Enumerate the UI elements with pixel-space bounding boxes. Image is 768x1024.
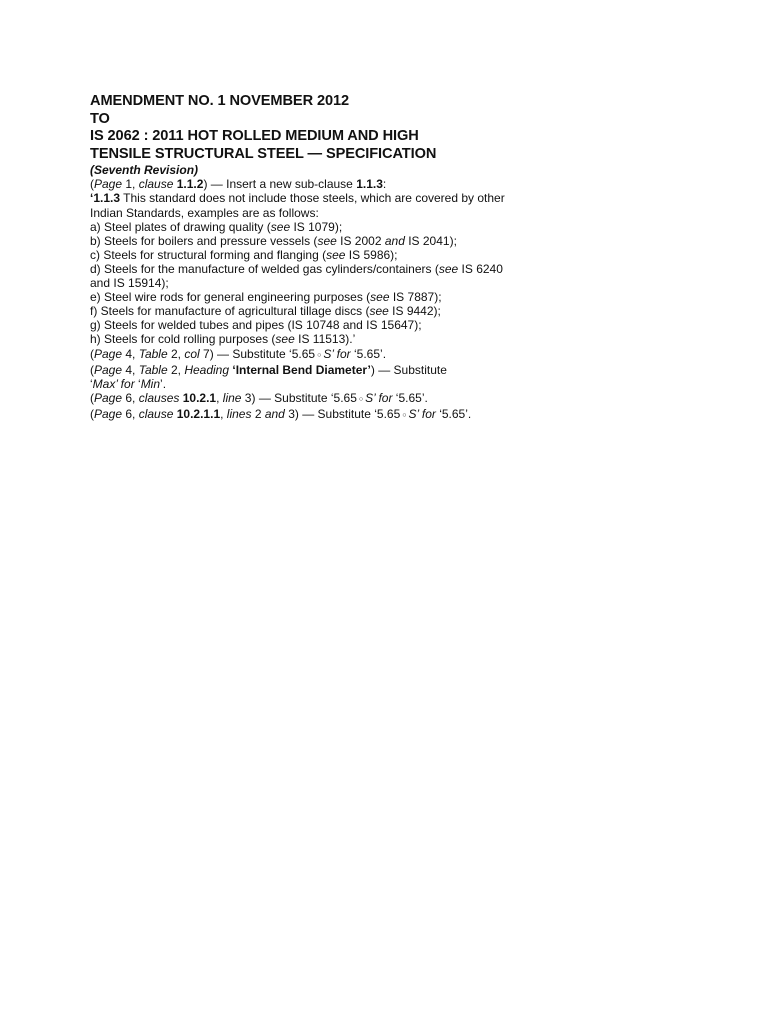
clause-113-text-cont: Indian Standards, examples are as follows:: [90, 205, 319, 220]
amendment-item-clause-10211: (Page 6, clause 10.2.1.1, lines 2 and 3) — Substitute ‘5.65 ○ S’ for ‘5.65’.: [90, 407, 730, 423]
sqrt-symbol-icon: ○: [402, 411, 407, 419]
sqrt-symbol-icon: ○: [317, 351, 322, 359]
list-item: b) Steels for boilers and pressure vessels (see IS 2002 and IS 2041);: [90, 233, 457, 248]
list-item: d) Steels for the manufacture of welded gas cylinders/containers (see IS 6240: [90, 261, 503, 276]
standard-title-line2: TENSILE STRUCTURAL STEEL — SPECIFICATION: [90, 145, 437, 162]
amendment-item-table2-col7: (Page 4, Table 2, col 7) — Substitute ‘5.65 ○ S’ for ‘5.65’.: [90, 347, 730, 363]
amendment-item-table2-heading: (Page 4, Table 2, Heading ‘Internal Bend Diameter’) — Substitute: [90, 362, 447, 377]
amendment-item-clause-113: (Page 1, clause 1.1.2) — Insert a new sub-clause 1.1.3:: [90, 177, 387, 192]
list-item-cont: and IS 15914);: [90, 276, 169, 291]
document-body: [90, 93, 730, 423]
sqrt-symbol-icon: ○: [358, 395, 364, 403]
amendment-item-clause-1021: (Page 6, clauses 10.2.1, line 3) — Substitute ‘5.65 ○ S’ for ‘5.65’.: [90, 391, 730, 407]
clause-113-text: ‘1.1.3 This standard does not include those steels, which are covered by other: [90, 191, 505, 206]
list-item: f) Steels for manufacture of agricultural tillage discs (see IS 9442);: [90, 304, 441, 319]
amendment-title: AMENDMENT NO. 1 NOVEMBER 2012: [90, 93, 350, 109]
list-item: a) Steel plates of drawing quality (see IS 1079);: [90, 219, 343, 234]
list-item: c) Steels for structural forming and flanging (see IS 5986);: [90, 247, 398, 262]
list-item: e) Steel wire rods for general engineering purposes (see IS 7887);: [90, 290, 442, 305]
list-item: g) Steels for welded tubes and pipes (IS 10748 and IS 15647);: [90, 318, 422, 333]
amendment-item-table2-heading-cont: ‘Max’ for ‘Min’.: [90, 376, 167, 391]
revision-label: (Seventh Revision): [90, 163, 199, 178]
amendment-to: TO: [90, 110, 110, 127]
list-item: h) Steels for cold rolling purposes (see IS 11513).’: [90, 332, 356, 347]
standard-title-line1: IS 2062 : 2011 HOT ROLLED MEDIUM AND HIGH: [90, 128, 419, 145]
